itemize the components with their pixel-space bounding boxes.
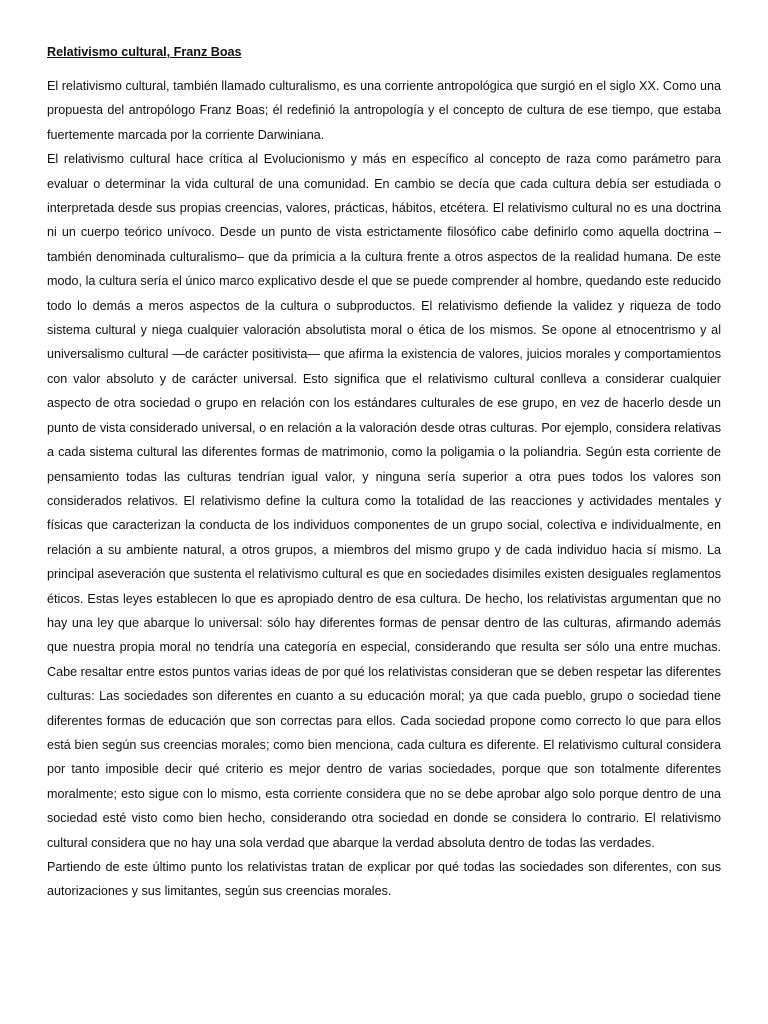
paragraph-intro: El relativismo cultural, también llamado culturalismo, es una corriente antropológica que surgió en el siglo XX. Como una propuesta del antropólogo Franz Boas; él redefinió la antropología y el concepto de cultura de ese tiempo, que estaba fuertemente marcada por la corriente Darwiniana.	[47, 79, 721, 142]
document-page	[47, 41, 721, 904]
document-title: Relativismo cultural, Franz Boas	[47, 45, 242, 59]
paragraph-body: El relativismo cultural hace crítica al Evolucionismo y más en específico al concepto de raza como parámetro para evaluar o determinar la vida cultural de una comunidad. En cambio se decía que cada cultura debía ser estudiada o interpretada desde sus propias creencias, valores, prácticas, hábitos, etcétera. El relativismo cultural no es una doctrina ni un cuerpo teórico unívoco. Desde un punto de vista estrictamente filosófico cabe definirlo como aquella doctrina –también denominada culturalismo– que da primicia a la cultura frente a otros aspectos de la realidad humana. De este modo, la cultura sería el único marco explicativo desde el que se puede comprender al hombre, quedando este reducido todo lo demás a meros aspectos de la cultura o subproductos. El relativismo defiende la validez y riqueza de todo sistema cultural y niega cualquier valoración absolutista moral o ética de los mismos. Se opone al etnocentrismo y al universalismo cultural —de carácter positivista— que afirma la existencia de valores, juicios morales y comportamientos con valor absoluto y de carácter universal. Esto significa que el relativismo cultural conlleva a considerar cualquier aspecto de otra sociedad o grupo en relación con los estándares culturales de ese grupo, en vez de hacerlo desde un punto de vista considerado universal, o en relación a la valoración desde otras culturas. Por ejemplo, considera relativas a cada sistema cultural las diferentes formas de matrimonio, como la poligamia o la poliandria. Según esta corriente de pensamiento todas las culturas tendrían igual valor, y ninguna sería superior a otra pues todos los valores son considerados relativos. El relativismo define la cultura como la totalidad de las reacciones y actividades mentales y físicas que caracterizan la conducta de los individuos componentes de un grupo social, colectiva e individualmente, en relación a su ambiente natural, a otros grupos, a miembros del mismo grupo y de cada individuo hacia sí mismo. La principal aseveración que sustenta el relativismo cultural es que en sociedades disimiles existen desiguales reglamentos éticos. Estas leyes establecen lo que es apropiado dentro de esa cultura. De hecho, los relativistas argumentan que no hay una ley que abarque lo universal: sólo hay diferentes formas de pensar dentro de las culturas, afirmando además que nuestra propia moral no tendría una categoría en especial, considerando que resulta ser sólo una entre muchas. Cabe resaltar entre estos puntos varias ideas de por qué los relativistas consideran que se deben respetar las diferentes culturas: Las sociedades son diferentes en cuanto a su educación moral; ya que cada pueblo, grupo o sociedad tiene diferentes formas de educación que son correctas para ellos. Cada sociedad propone como correcto lo que para ellos está bien según sus creencias morales; como bien menciona, cada cultura es diferente. El relativismo cultural considera por tanto imposible decir qué criterio es mejor dentro de varias sociedades, porque que son totalmente diferentes moralmente; esto sigue con lo mismo, esta corriente considera que no se debe aprobar algo solo porque dentro de una sociedad esté visto como bien hecho, considerando otra sociedad en donde se considera lo contrario. El relativismo cultural considera que no hay una sola verdad que abarque la verdad absoluta dentro de todas las verdades.	[47, 152, 721, 850]
paragraph-conclusion: Partiendo de este último punto los relativistas tratan de explicar por qué todas las sociedades son diferentes, con sus autorizaciones y sus limitantes, según sus creencias morales.	[47, 860, 721, 899]
